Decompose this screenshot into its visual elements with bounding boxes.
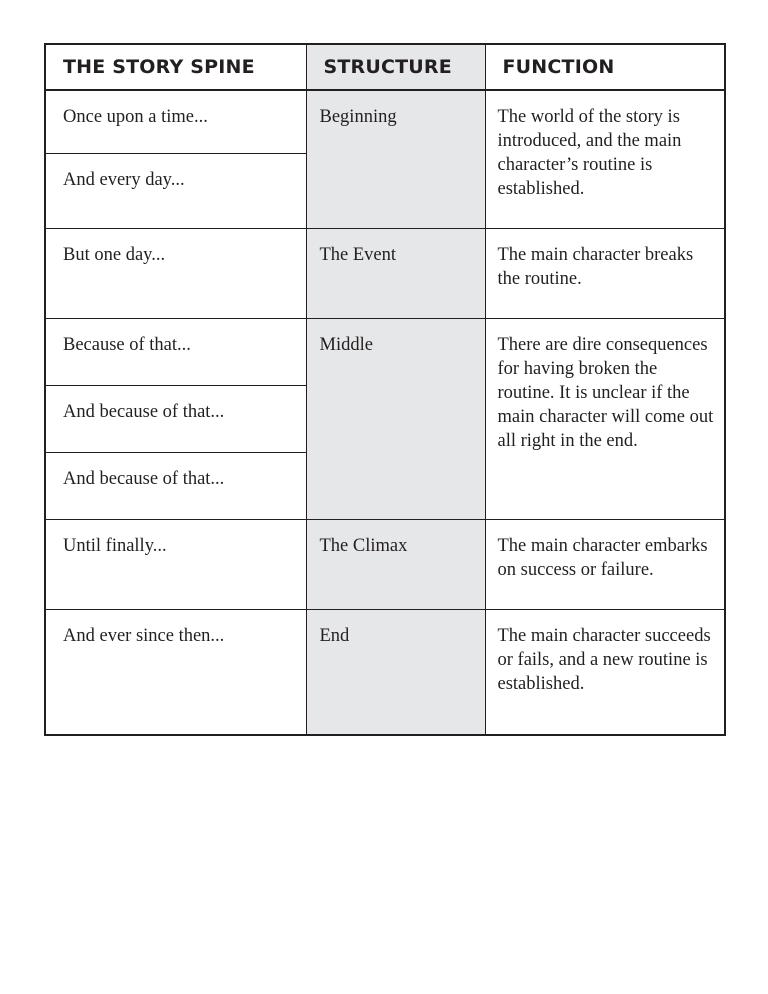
header-story-spine: THE STORY SPINE [45, 44, 306, 90]
spine-cell: And because of that... [45, 452, 306, 519]
table-row [45, 609, 725, 735]
function-cell: The main character embarks on success or failure. [485, 519, 725, 609]
structure-cell: The Event [306, 228, 485, 318]
structure-cell: Middle [306, 318, 485, 519]
function-cell: The world of the story is introduced, and the main character’s routine is established. [485, 90, 725, 228]
spine-cell: But one day... [45, 228, 306, 318]
header-function: FUNCTION [485, 44, 725, 90]
spine-cell: Once upon a time... [45, 90, 306, 153]
table-row [45, 228, 725, 318]
table-row [45, 318, 725, 385]
function-cell: There are dire consequences for having broken the routine. It is unclear if the main character will come out all right in the end. [485, 318, 725, 519]
function-cell: The main character succeeds or fails, and a new routine is established. [485, 609, 725, 735]
story-spine-table [44, 43, 726, 736]
header-row [45, 44, 725, 90]
spine-cell: And because of that... [45, 385, 306, 452]
structure-cell: End [306, 609, 485, 735]
structure-cell: The Climax [306, 519, 485, 609]
header-structure: STRUCTURE [306, 44, 485, 90]
table-row [45, 519, 725, 609]
spine-cell: And ever since then... [45, 609, 306, 735]
table-row [45, 90, 725, 153]
structure-cell: Beginning [306, 90, 485, 228]
spine-cell: And every day... [45, 153, 306, 228]
spine-cell: Because of that... [45, 318, 306, 385]
function-cell: The main character breaks the routine. [485, 228, 725, 318]
spine-cell: Until finally... [45, 519, 306, 609]
